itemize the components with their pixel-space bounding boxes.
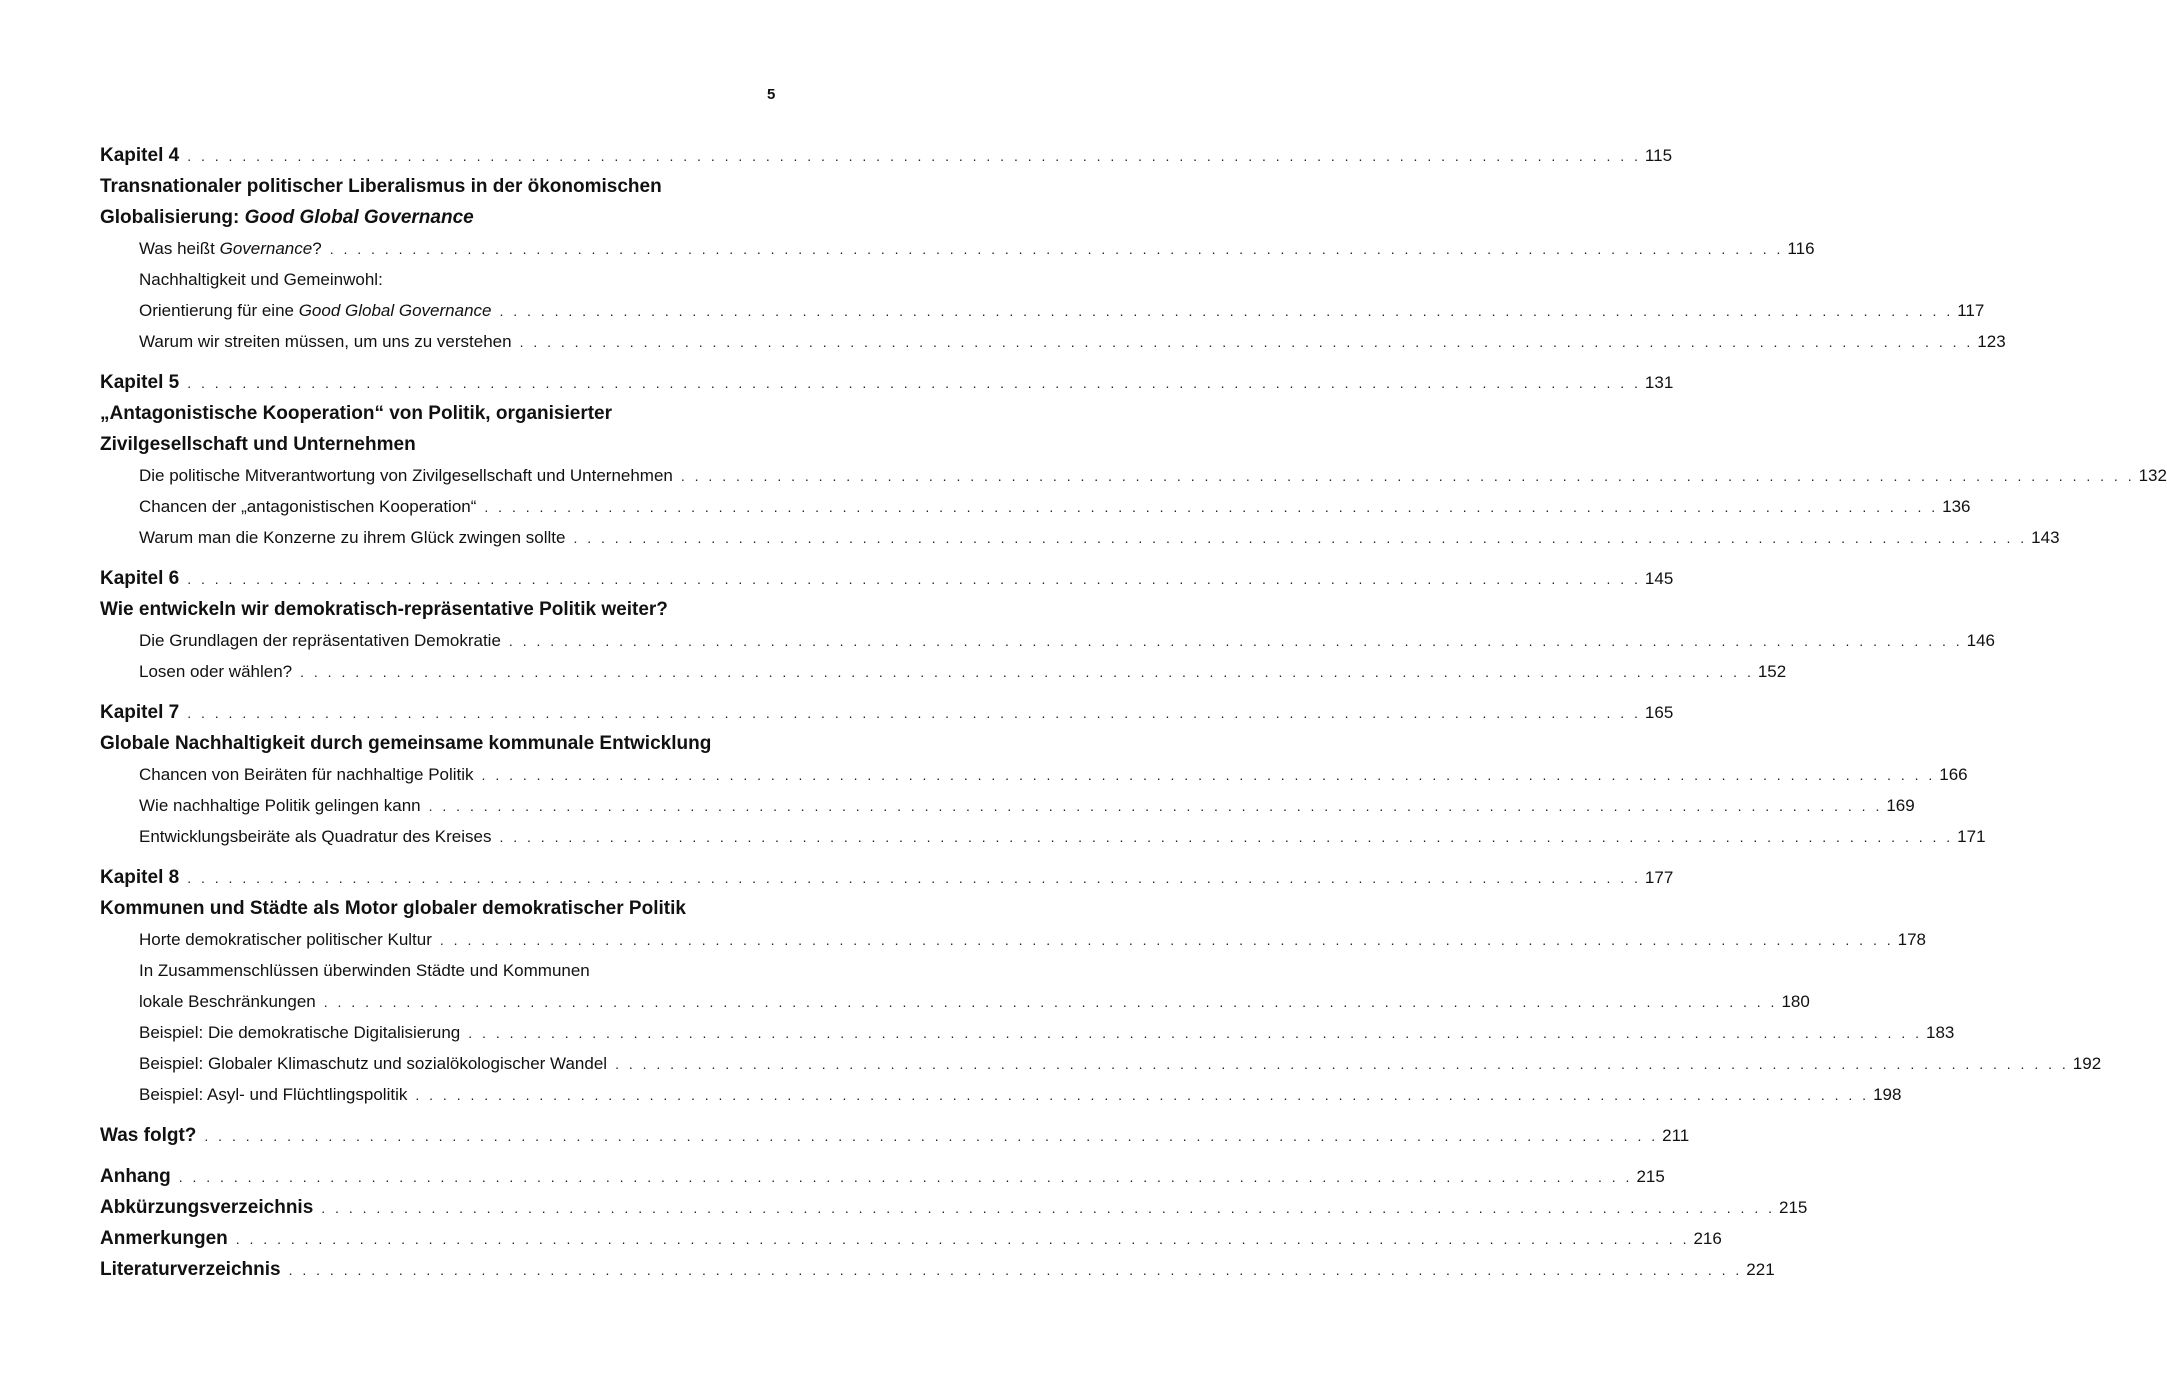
section-entry[interactable] [100,790,1915,821]
text: Globalisierung: [100,207,245,228]
chapter-entry-label [100,862,179,893]
section-entry[interactable] [100,759,1968,790]
chapter-entry-label [100,697,179,728]
chapter-title-text [100,429,416,460]
dot-leader [179,1162,1633,1193]
chapter-entry[interactable] [100,697,1674,728]
appendix-entry-label [100,1192,313,1223]
appendix-entry[interactable] [100,1223,1722,1254]
dot-leader [300,657,1754,688]
text: Kommunen und Städte als Motor globaler demokratischer Politik [100,898,686,919]
text: Anhang [100,1166,171,1187]
italic-text: Good Global Governance [244,207,474,228]
text: Kapitel 5 [100,372,180,393]
dot-leader [615,1049,2069,1080]
dot-leader [187,564,1641,595]
chapter-title-text [100,202,474,233]
text: Was heißt [139,239,220,258]
section-entry-label [139,233,322,264]
section-entry-label [139,656,292,687]
text: Kapitel 6 [100,568,180,589]
section-entry-label [139,1048,607,1079]
appendix-entry-label [100,1161,171,1192]
section-entry-label [139,821,491,852]
dot-leader [468,1018,1922,1049]
text: Kapitel 4 [100,145,180,166]
section-entry[interactable] [100,460,2167,491]
closing-entry-label [100,1120,196,1151]
text: Chancen der „antagonistischen Kooperation“ [139,497,477,516]
section-entry-label [139,491,476,522]
closing-entry[interactable] [100,1120,1690,1151]
chapter-entry-label [100,563,179,594]
section-entry-label [139,522,565,553]
text: Losen oder wählen? [139,662,293,681]
text: Die politische Mitverantwortung von Zivilgesellschaft und Unternehmen [139,466,673,485]
chapter-entry[interactable] [100,367,1674,398]
dot-leader [440,925,1894,956]
page-ref: 221 [1746,1260,1775,1279]
page-ref: 117 [1957,301,1985,320]
appendix-entry[interactable] [100,1254,1775,1285]
section-title-line-text [139,955,590,986]
text: Beispiel: Die demokratische Digitalisierung [139,1023,461,1042]
dot-leader [429,791,1883,822]
dot-leader [415,1080,1869,1111]
page-ref: 145 [1644,569,1674,588]
page-ref: 123 [1977,332,2006,351]
page-ref: 177 [1644,868,1674,887]
section-title-line [100,955,752,986]
text: Was folgt? [100,1125,197,1146]
text: In Zusammenschlüssen überwinden Städte und Kommunen [139,961,590,980]
dot-leader [324,987,1778,1018]
page-number: 5 [767,86,776,103]
page-ref: 178 [1897,930,1926,949]
dot-leader [236,1224,1690,1255]
page-ref: 180 [1781,992,1810,1011]
chapter-title [100,728,752,759]
section-entry-label [139,1017,460,1048]
dot-leader [204,1121,1658,1152]
dot-leader [500,296,1954,327]
italic-text: Good Global Governance [298,301,492,320]
chapter-title-text [100,171,662,202]
page-ref: 216 [1693,1229,1722,1248]
page-ref: 132 [2138,466,2167,485]
chapter-title [100,594,752,625]
text: Kapitel 7 [100,702,180,723]
dot-leader [187,698,1641,729]
dot-leader [321,1193,1775,1224]
text: Orientierung für eine [139,301,299,320]
dot-leader [681,461,2135,492]
section-entry-label [139,790,421,821]
page-ref: 215 [1779,1198,1808,1217]
section-entry[interactable] [100,491,1971,522]
section-title-line [100,264,752,295]
text: Entwicklungsbeiräte als Quadratur des Kreises [139,827,492,846]
appendix-entry[interactable] [100,1192,1808,1223]
dot-leader [482,760,1936,791]
page-ref: 215 [1636,1167,1665,1186]
text: Chancen von Beiräten für nachhaltige Politik [139,765,474,784]
text: Globale Nachhaltigkeit durch gemeinsame kommunale Entwicklung [100,733,712,754]
dot-leader [484,492,1938,523]
table-of-contents [100,140,2167,1285]
section-entry[interactable] [100,295,1985,326]
section-entry[interactable] [100,1048,2102,1079]
chapter-entry[interactable] [100,862,1674,893]
text: Beispiel: Globaler Klimaschutz und sozialökologischer Wandel [139,1054,608,1073]
dot-leader [187,141,1641,172]
page-ref: 146 [1966,631,1996,650]
page-ref: 192 [2072,1054,2102,1073]
text: Wie entwickeln wir demokratisch-repräsentative Politik weiter? [100,599,668,620]
page-ref: 169 [1886,796,1915,815]
text: Wie nachhaltige Politik gelingen kann [139,796,421,815]
section-entry[interactable] [100,821,1986,852]
dot-leader [289,1255,1743,1286]
page-ref: 131 [1644,373,1674,392]
appendix-entry-label [100,1254,281,1285]
chapter-title-text [100,398,612,429]
text: Anmerkungen [100,1228,228,1249]
section-entry[interactable] [100,326,2006,357]
dot-leader [187,368,1641,399]
page-ref: 211 [1662,1126,1690,1145]
text: lokale Beschränkungen [139,992,316,1011]
chapter-title [100,398,752,429]
section-entry[interactable] [100,1017,1955,1048]
text: „Antagonistische Kooperation“ von Politik, organisierter [100,403,613,424]
page-ref: 116 [1787,239,1815,258]
section-entry[interactable] [100,924,1926,955]
chapter-title [100,171,752,202]
text: Nachhaltigkeit und Gemeinwohl: [139,270,383,289]
section-entry[interactable] [100,1079,1902,1110]
page-ref: 115 [1644,146,1673,165]
italic-text: Governance [219,239,313,258]
appendix-entry-label [100,1223,228,1254]
chapter-title [100,429,752,460]
text: Abkürzungsverzeichnis [100,1197,314,1218]
dot-leader [520,327,1974,358]
section-entry[interactable] [100,625,1996,656]
text: Warum man die Konzerne zu ihrem Glück zwingen sollte [139,528,566,547]
appendix-entry[interactable] [100,1161,1665,1192]
chapter-entry-label [100,367,179,398]
section-entry-label [139,1079,407,1110]
section-entry[interactable] [100,233,1815,264]
chapter-title-text [100,594,668,625]
section-entry[interactable] [100,522,2060,553]
page-ref: 166 [1939,765,1968,784]
section-entry-label [139,759,474,790]
page-ref: 171 [1957,827,1986,846]
text: Kapitel 8 [100,867,180,888]
section-entry[interactable] [100,986,1810,1017]
chapter-entry-label [100,140,179,171]
chapter-title [100,202,752,233]
text: ? [312,239,322,258]
page-ref: 136 [1942,497,1971,516]
section-entry-label [139,986,316,1017]
text: Horte demokratischer politischer Kultur [139,930,432,949]
dot-leader [509,626,1963,657]
section-entry-label [139,326,512,357]
text: Literaturverzeichnis [100,1259,281,1280]
page-ref: 165 [1644,703,1674,722]
section-entry-label [139,295,492,326]
chapter-entry[interactable] [100,563,1674,594]
dot-leader [499,822,1953,853]
page-ref: 198 [1873,1085,1902,1104]
text: Zivilgesellschaft und Unternehmen [100,434,416,455]
section-entry-label [139,924,432,955]
dot-leader [330,234,1784,265]
dot-leader [573,523,2027,554]
page-ref: 143 [2031,528,2060,547]
section-title-line-text [139,264,383,295]
text: Transnationaler politischer Liberalismus in der ökonomischen [100,176,662,197]
section-entry[interactable] [100,656,1787,687]
section-entry-label [139,625,501,656]
text: Die Grundlagen der repräsentativen Demokratie [139,631,501,650]
page-ref: 152 [1757,662,1787,681]
chapter-entry[interactable] [100,140,1673,171]
text: Beispiel: Asyl- und Flüchtlingspolitik [139,1085,408,1104]
chapter-title-text [100,893,686,924]
chapter-title-text [100,728,711,759]
text: Warum wir streiten müssen, um uns zu verstehen [139,332,512,351]
chapter-title [100,893,752,924]
section-entry-label [139,460,673,491]
dot-leader [187,863,1641,894]
page-ref: 183 [1925,1023,1955,1042]
